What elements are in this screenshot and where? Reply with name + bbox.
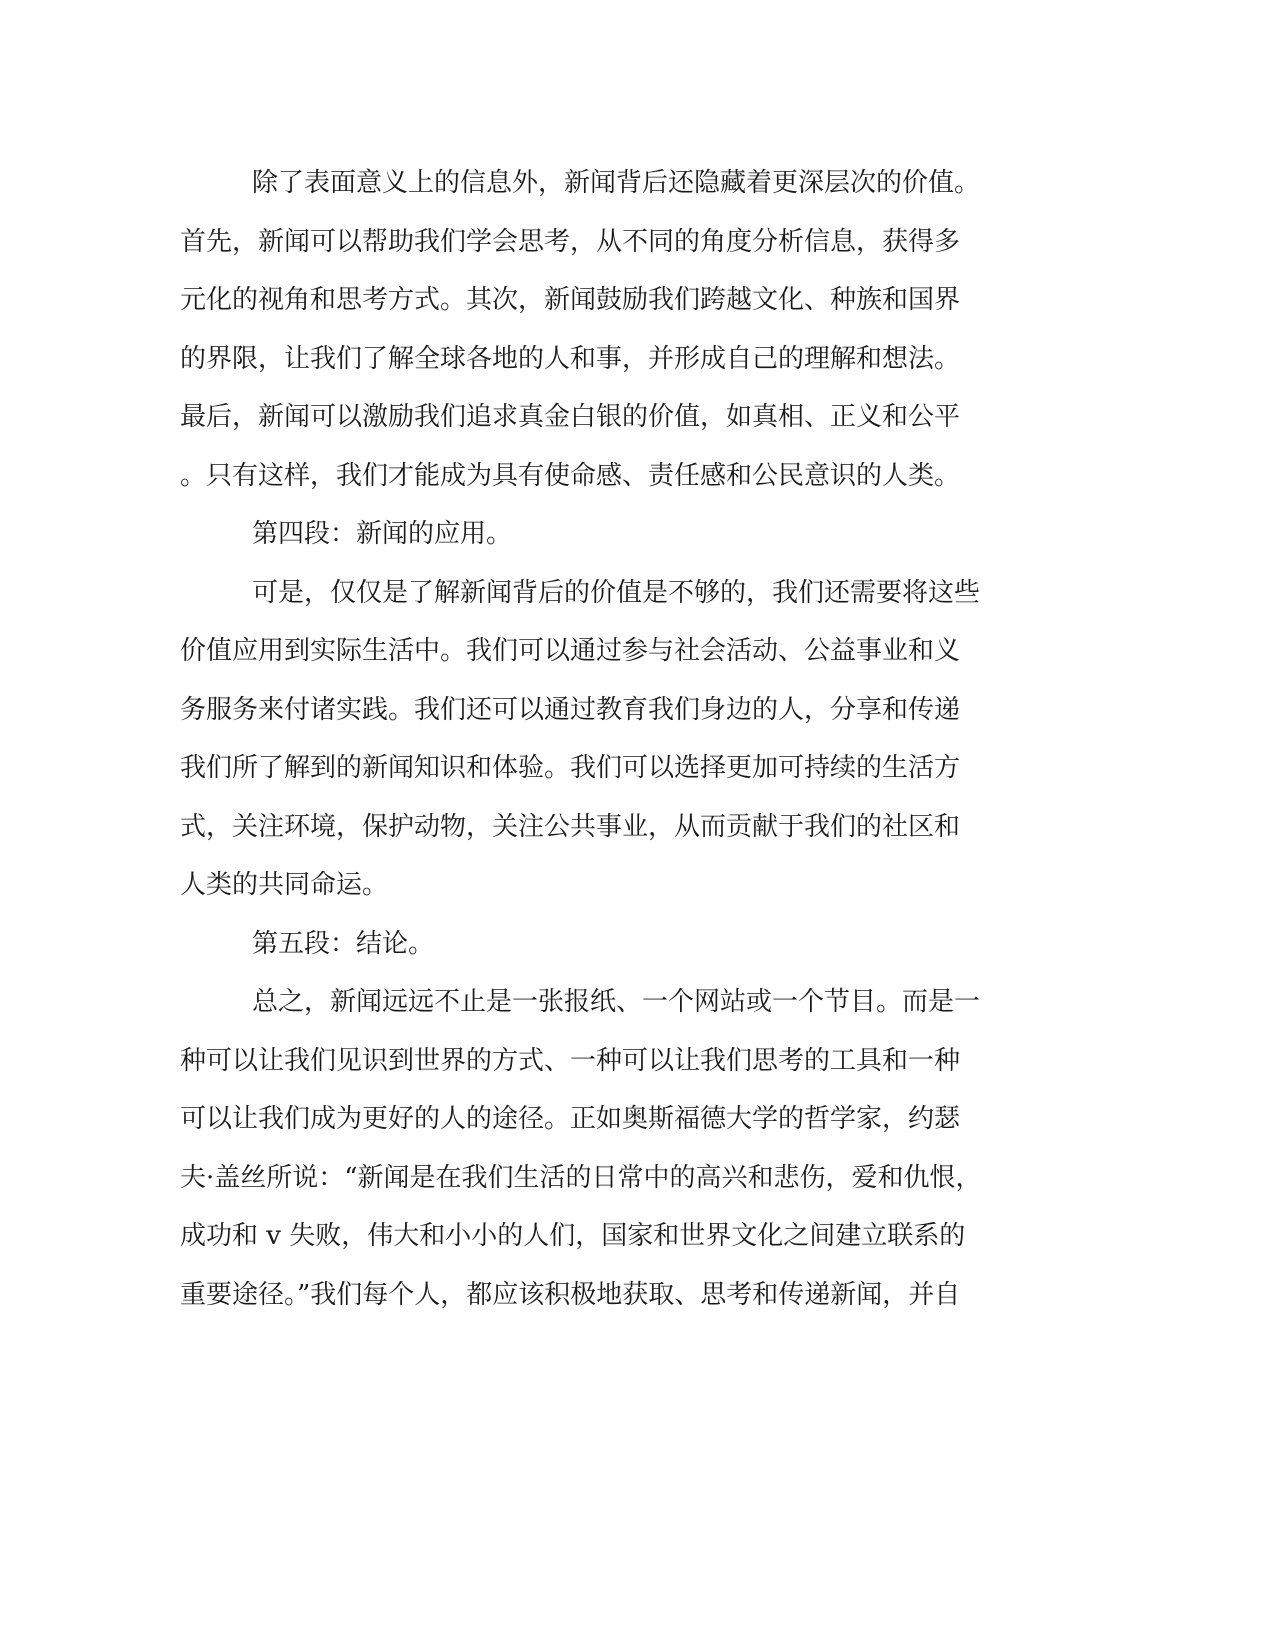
text-line: 元化的视角和思考方式。其次，新闻鼓励我们跨越文化、种族和国界: [180, 285, 961, 315]
text-line: 最后，新闻可以激励我们追求真金白银的价值，如真相、正义和公平: [180, 402, 961, 432]
text-line: 种可以让我们见识到世界的方式、一种可以让我们思考的工具和一种: [180, 1045, 961, 1076]
text-line: 式，关注环境，保护动物，关注公共事业，从而贡献于我们的社区和: [180, 811, 961, 842]
text-line: 除了表面意义上的信息外，新闻背后还隐藏着更深层次的价值。: [252, 168, 981, 198]
text-line: 务服务来付诸实践。我们还可以通过教育我们身边的人，分享和传递: [180, 694, 961, 725]
text-line: 可是，仅仅是了解新闻背后的价值是不够的，我们还需要将这些: [252, 577, 981, 608]
text-line: 总之，新闻远远不止是一张报纸、一个网站或一个节目。而是一: [252, 987, 981, 1017]
section-heading: 第四段：新闻的应用。: [252, 519, 513, 549]
text-line: 我们所了解到的新闻知识和体验。我们可以选择更加可持续的生活方: [180, 753, 961, 783]
text-line: 夫·盖丝所说：“新闻是在我们生活的日常中的高兴和悲伤，爱和仇恨，: [180, 1162, 982, 1193]
text-line: 的界限，让我们了解全球各地的人和事，并形成自己的理解和想法。: [180, 343, 961, 374]
text-line: 重要途径。”我们每个人，都应该积极地获取、思考和传递新闻，并自: [180, 1279, 961, 1310]
section-heading: 第五段：结论。: [252, 928, 435, 959]
text-line: 首先，新闻可以帮助我们学会思考，从不同的角度分析信息，获得多: [180, 226, 961, 257]
text-line: 成功和 v 失败，伟大和小小的人们，国家和世界文化之间建立联系的: [180, 1221, 966, 1251]
text-line: 人类的共同命运。: [180, 870, 389, 900]
text-line: 。只有这样，我们才能成为具有使命感、责任感和公民意识的人类。: [180, 460, 961, 491]
text-line: 价值应用到实际生活中。我们可以通过参与社会活动、公益事业和义: [180, 636, 961, 666]
document-page: [180, 154, 1030, 1324]
text-line: 可以让我们成为更好的人的途径。正如奥斯福德大学的哲学家，约瑟: [180, 1104, 961, 1134]
